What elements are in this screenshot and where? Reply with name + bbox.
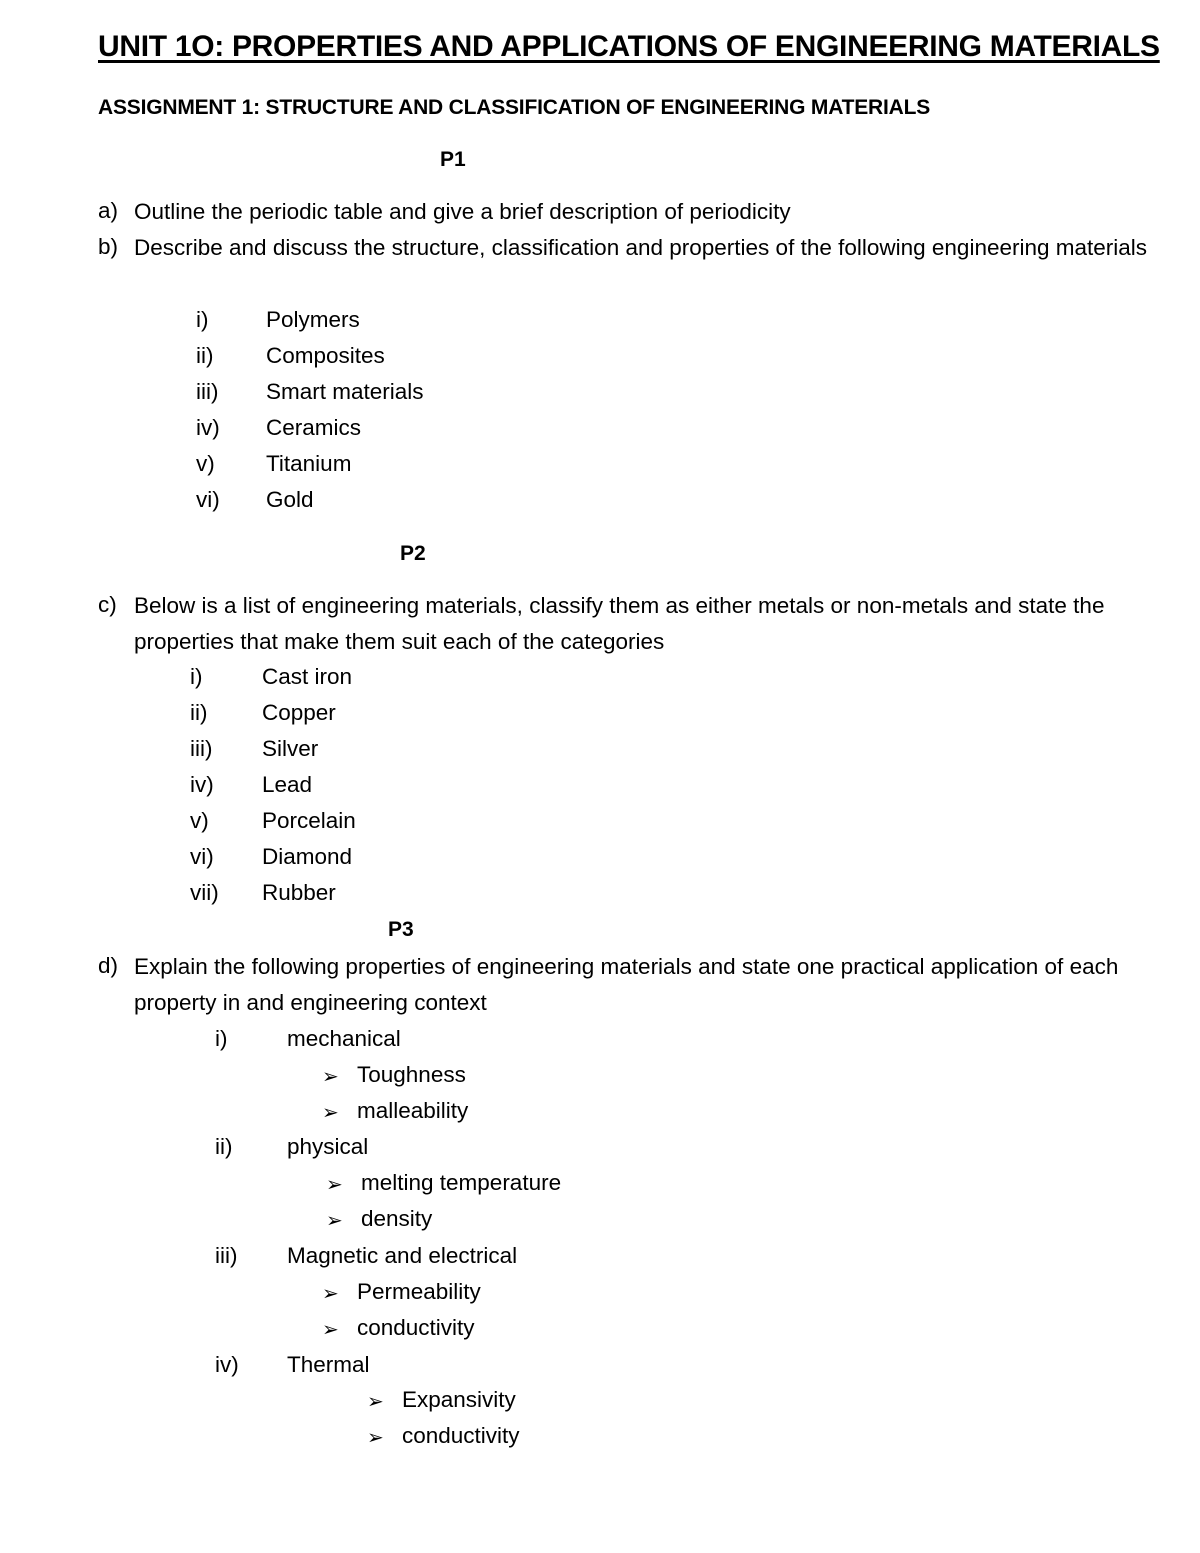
assignment-title: ASSIGNMENT 1: STRUCTURE AND CLASSIFICATION OF ENGINEERING MATERIALS (98, 96, 931, 119)
group-label: Magnetic and electrical (287, 1243, 518, 1268)
list-item: Titanium (266, 451, 352, 476)
list-item: Gold (266, 487, 314, 512)
group-number: iii) (215, 1243, 238, 1268)
bullet-item: density (361, 1206, 433, 1231)
list-item: Cast iron (262, 664, 353, 689)
list-item: Ceramics (266, 415, 362, 440)
list-item-number: iv) (190, 772, 214, 797)
list-item: Diamond (262, 844, 353, 869)
group-number: ii) (215, 1134, 233, 1159)
section-heading-p2: P2 (400, 542, 426, 565)
question-b-letter: b) (98, 234, 119, 259)
question-d-text: Explain the following properties of engineering materials and state one practical application of each property in and engineering context (134, 954, 1119, 1015)
bullet-item: Toughness (357, 1062, 466, 1087)
arrowhead-bullet-icon: ➢ (367, 1391, 384, 1413)
arrowhead-bullet-icon: ➢ (322, 1283, 339, 1305)
list-item: Rubber (262, 880, 336, 905)
list-item-number: vi) (190, 844, 214, 869)
bullet-item: Permeability (357, 1279, 481, 1304)
arrowhead-bullet-icon: ➢ (326, 1210, 343, 1232)
section-heading-p3: P3 (388, 918, 414, 941)
arrowhead-bullet-icon: ➢ (322, 1102, 339, 1124)
list-item-number: iii) (196, 379, 219, 404)
arrowhead-bullet-icon: ➢ (326, 1174, 343, 1196)
bullet-item: conductivity (402, 1423, 520, 1448)
list-item-number: ii) (190, 700, 208, 725)
arrowhead-bullet-icon: ➢ (322, 1066, 339, 1088)
list-item-number: ii) (196, 343, 214, 368)
question-c-letter: c) (98, 592, 117, 617)
bullet-item: malleability (357, 1098, 469, 1123)
list-item-number: v) (190, 808, 209, 833)
list-item-number: vi) (196, 487, 220, 512)
list-item: Composites (266, 343, 385, 368)
group-label: Thermal (287, 1352, 370, 1377)
arrowhead-bullet-icon: ➢ (322, 1319, 339, 1341)
arrowhead-bullet-icon: ➢ (367, 1427, 384, 1449)
question-c-text: Below is a list of engineering materials, classify them as either metals or non-metals and state the properties that make them suit each of the categories (134, 593, 1105, 654)
list-item-number: i) (190, 664, 203, 689)
list-item: Silver (262, 736, 319, 761)
group-number: i) (215, 1026, 228, 1051)
list-item-number: iii) (190, 736, 213, 761)
question-a-text: Outline the periodic table and give a brief description of periodicity (134, 199, 791, 224)
unit-title: UNIT 1O: PROPERTIES AND APPLICATIONS OF ENGINEERING MATERIALS (98, 30, 1160, 63)
question-b-text: Describe and discuss the structure, classification and properties of the following engineering materials (134, 235, 1148, 260)
section-heading-p1: P1 (440, 148, 466, 171)
list-item-number: iv) (196, 415, 220, 440)
list-item: Polymers (266, 307, 360, 332)
list-item: Smart materials (266, 379, 424, 404)
bullet-item: melting temperature (361, 1170, 562, 1195)
list-item: Lead (262, 772, 313, 797)
bullet-item: conductivity (357, 1315, 475, 1340)
group-label: mechanical (287, 1026, 401, 1051)
question-d-letter: d) (98, 953, 119, 978)
list-item-number: i) (196, 307, 209, 332)
list-item: Porcelain (262, 808, 356, 833)
question-a-letter: a) (98, 198, 119, 223)
list-item: Copper (262, 700, 336, 725)
group-number: iv) (215, 1352, 239, 1377)
list-item-number: vii) (190, 880, 219, 905)
group-label: physical (287, 1134, 369, 1159)
bullet-item: Expansivity (402, 1387, 516, 1412)
list-item-number: v) (196, 451, 215, 476)
